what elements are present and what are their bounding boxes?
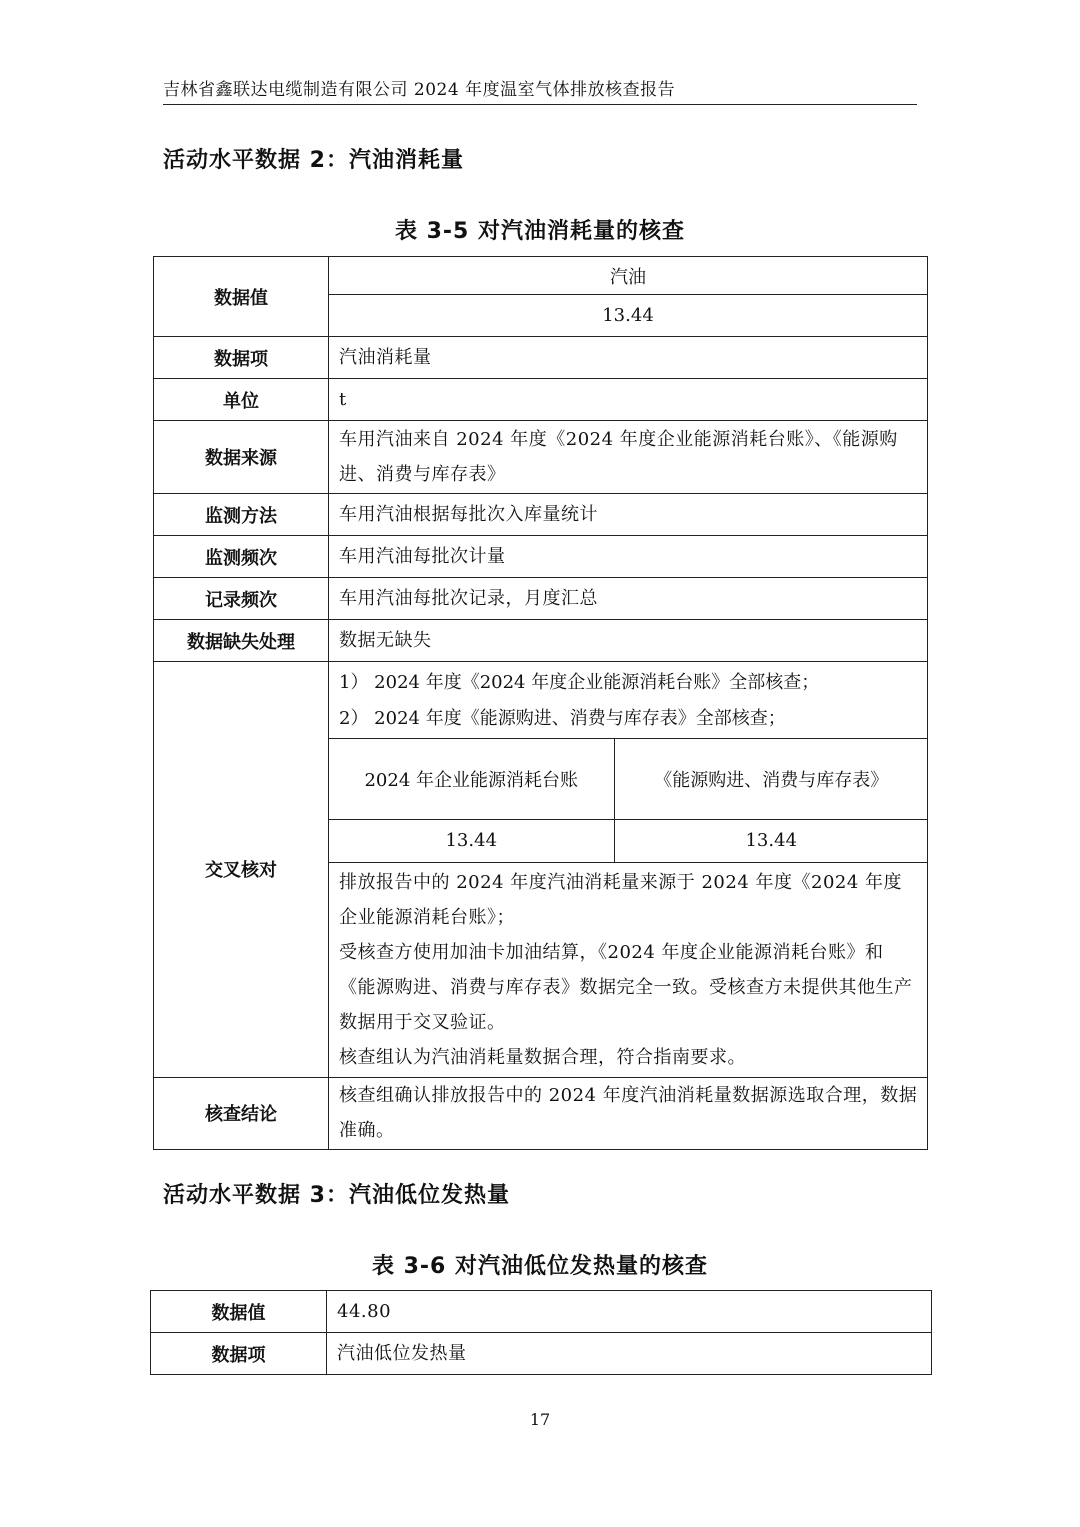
row-value: 44.80 <box>327 1291 932 1333</box>
cross-check-paragraph: 核查组认为汽油消耗量数据合理，符合指南要求。 <box>339 1046 746 1068</box>
section-heading-gasoline-consumption: 活动水平数据 2：汽油消耗量 <box>163 148 464 173</box>
row-label: 数据项 <box>151 1333 327 1375</box>
table-3-5 <box>153 256 928 1150</box>
row-label: 监测频次 <box>154 536 329 578</box>
page-number: 17 <box>529 1410 551 1429</box>
report-header: 吉林省鑫联达电缆制造有限公司 2024 年度温室气体排放核查报告 <box>163 78 917 105</box>
table-3-6-caption: 表 3-6 对汽油低位发热量的核查 <box>371 1254 709 1279</box>
row-label: 单位 <box>154 379 329 421</box>
row-label: 记录频次 <box>154 578 329 620</box>
row-label: 数据来源 <box>154 421 329 494</box>
data-value-label: 数据值 <box>154 257 329 337</box>
row-value: 车用汽油来自 2024 年度《2024 年度企业能源消耗台账》、《能源购进、消费与库存表》 <box>329 421 928 494</box>
conclusion-label: 核查结论 <box>154 1077 329 1149</box>
cross-check-cell <box>329 662 928 1078</box>
row-label: 数据项 <box>154 337 329 379</box>
comparison-value: 13.44 <box>329 820 614 862</box>
section-heading-gasoline-heat-value: 活动水平数据 3：汽油低位发热量 <box>163 1183 510 1208</box>
cross-check-line: 1） 2024 年度《2024 年度企业能源消耗台账》全部核查； <box>339 672 820 693</box>
row-value: 车用汽油每批次记录，月度汇总 <box>329 578 928 620</box>
cross-check-paragraph: 受核查方使用加油卡加油结算，《2024 年度企业能源消耗台账》和《能源购进、消费与库存表》数据完全一致。受核查方未提供其他生产数据用于交叉验证。 <box>339 941 913 1033</box>
cross-check-paragraph: 排放报告中的 2024 年度汽油消耗量来源于 2024 年度《2024 年度企业能源消耗台账》； <box>339 871 903 928</box>
cross-check-label: 交叉核对 <box>154 662 329 1078</box>
row-value: 汽油消耗量 <box>329 337 928 379</box>
row-label: 数据值 <box>151 1291 327 1333</box>
cross-check-notes <box>329 862 927 1077</box>
row-value: 车用汽油每批次计量 <box>329 536 928 578</box>
row-value: 数据无缺失 <box>329 620 928 662</box>
row-value: 车用汽油根据每批次入库量统计 <box>329 494 928 536</box>
conclusion-value: 核查组确认排放报告中的 2024 年度汽油消耗量数据源选取合理，数据准确。 <box>329 1077 928 1149</box>
table-3-5-caption: 表 3-5 对汽油消耗量的核查 <box>394 219 686 244</box>
data-value-name: 汽油 <box>329 257 928 295</box>
row-value: t <box>329 379 928 421</box>
table-3-6 <box>150 1290 932 1375</box>
data-value: 13.44 <box>329 295 928 337</box>
cross-check-scope <box>329 662 927 738</box>
comparison-header: 《能源购进、消费与库存表》 <box>614 739 928 820</box>
cross-check-line: 2） 2024 年度《能源购进、消费与库存表》全部核查； <box>339 708 786 729</box>
comparison-value: 13.44 <box>614 820 928 862</box>
row-label: 监测方法 <box>154 494 329 536</box>
row-value: 汽油低位发热量 <box>327 1333 932 1375</box>
cross-check-comparison <box>329 738 928 862</box>
comparison-header: 2024 年企业能源消耗台账 <box>329 739 614 820</box>
row-label: 数据缺失处理 <box>154 620 329 662</box>
